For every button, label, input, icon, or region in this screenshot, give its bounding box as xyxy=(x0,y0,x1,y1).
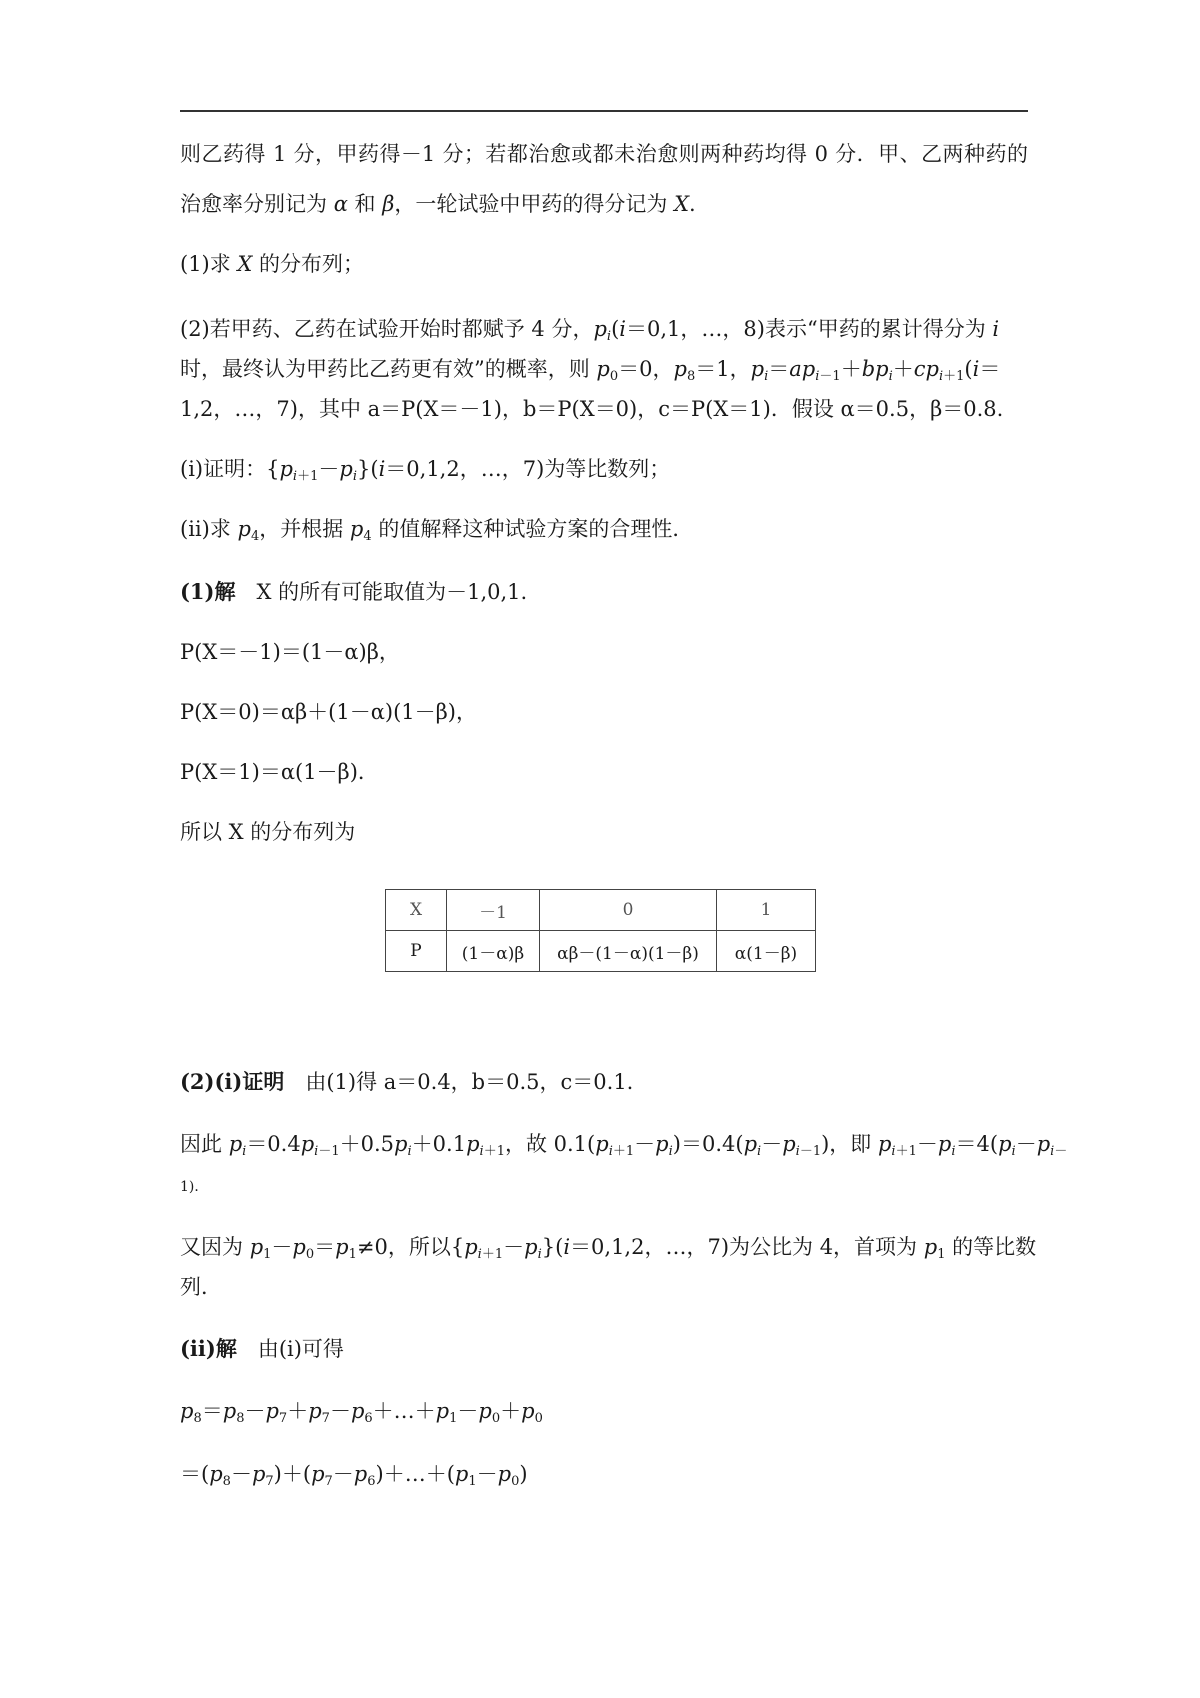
table-cell: 0 xyxy=(540,890,717,931)
prob-x-neg1: P(X＝－1)＝(1－α)β， xyxy=(180,640,400,664)
table-cell: 1 xyxy=(717,890,816,931)
prob-x-1: P(X＝1)＝α(1－β)． xyxy=(180,760,379,784)
equation-2: $=(p_8-p_7)+(p_7-p_6)+\dots+(p_1-p_0)$ xyxy=(180,1462,528,1489)
table-cell: －1 xyxy=(447,890,540,931)
table-cell: X xyxy=(386,890,447,931)
table-row xyxy=(386,890,816,931)
prob-x-0: P(X＝0)＝αβ＋(1－α)(1－β)， xyxy=(180,700,477,724)
distribution-intro: 所以 X 的分布列为 xyxy=(180,820,356,844)
table-cell: P xyxy=(386,931,447,972)
question-1: (1)求 X 的分布列； xyxy=(180,252,365,276)
intro-line-1: 则乙药得 1 分，甲药得－1 分；若都治愈或都未治愈则两种药均得 0 分．甲、乙两种药的 xyxy=(180,142,1028,166)
question-2-line-1: (2)若甲药、乙药在试验开始时都赋予 4 分，$p_i(i=0,1$，…，8)表示“甲药的累计得分为 i xyxy=(180,317,1000,344)
question-2-line-2: 时，最终认为甲药比乙药更有效”的概率，则 $p_0=0$，$p_8=1$，$p_i=ap_{i-1}+bp_i+cp_{i+1}(i=$ xyxy=(180,357,1001,384)
header-rule xyxy=(180,110,1028,112)
table-cell: (1－α)β xyxy=(447,931,540,972)
solution-2i-line-3: 又因为 $p_1-p_0=p_1\ne 0$，所以$\{p_{i+1}-p_i\}(i=0,1,2$，…，7)为公比为 4，首项为 $p_1$ 的等比数 xyxy=(180,1235,1037,1262)
table-cell: α(1－β) xyxy=(717,931,816,972)
question-2-i: (ⅰ)证明：$\{p_{i+1}-p_i\}(i=0,1,2$，…，7)为等比数列； xyxy=(180,457,671,484)
solution-2i-line-2: 1)． xyxy=(180,1179,209,1195)
solution-2i-line-4: 列． xyxy=(180,1275,222,1299)
solution-2ii-head: (ⅱ)解 由(ⅰ)可得 xyxy=(180,1336,344,1361)
intro-line-2: 治愈率分别记为 α 和 β，一轮试验中甲药的得分记为 X. xyxy=(180,192,696,216)
question-2-ii: (ⅱ)求 $p_4$，并根据 $p_4$ 的值解释这种试验方案的合理性． xyxy=(180,517,694,544)
table-row xyxy=(386,931,816,972)
solution-1-head: (1)解 X 的所有可能取值为－1,0,1. xyxy=(180,579,528,604)
solution-2i-head: (2)(ⅰ)证明 由(1)得 a＝0.4，b＝0.5，c＝0.1. xyxy=(180,1069,634,1094)
equation-1: $p_8=p_8-p_7+p_7-p_6+\dots+p_1-p_0+p_0$ xyxy=(180,1399,543,1426)
table-cell: αβ－(1－α)(1－β) xyxy=(540,931,717,972)
question-2-line-3: 1,2，…，7)，其中 a＝P(X＝－1)，b＝P(X＝0)，c＝P(X＝1)．假设 α＝0.5，β＝0.8. xyxy=(180,397,1004,421)
solution-2i-line-1: 因此 $p_i=0.4p_{i-1}+0.5p_i+0.1p_{i+1}$，故 $0.1(p_{i+1}-p_i)=0.4(p_i-p_{i-1})$，即 $p_{i+1}-p_i=4(p_i-p_{i-}$ xyxy=(180,1132,1068,1159)
distribution-table xyxy=(385,889,816,972)
